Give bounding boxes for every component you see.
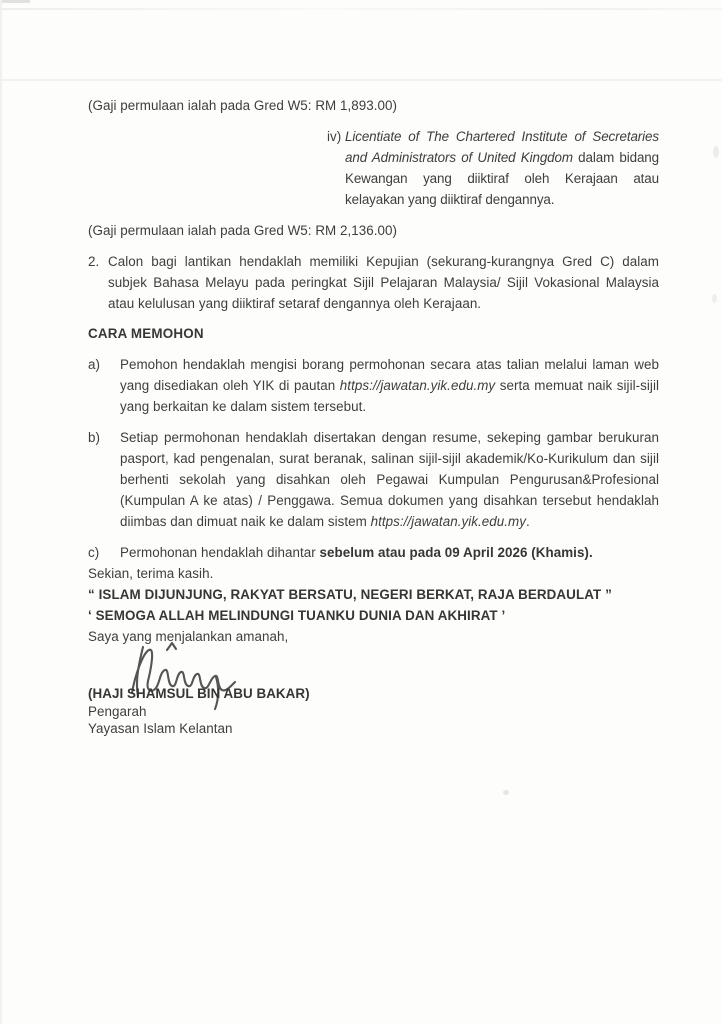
signature-caret-stroke	[167, 643, 176, 650]
qualification-continuation: dalam bidang Kewangan yang diiktiraf oleh Kerajaan atau kelayakan yang diiktiraf dengannya.	[345, 150, 659, 207]
item-a-text-after: serta memuat naik sijil-sijil yang berkaitan ke dalam sistem tersebut.	[120, 378, 659, 414]
list-marker-iv: iv)	[327, 129, 342, 144]
salary-note-1: (Gaji permulaan ialah pada Gred W5: RM 1,893.00)	[88, 98, 398, 113]
scan-artifact-line-band	[0, 79, 722, 81]
list-item-a	[88, 354, 659, 417]
sign-off-line: Saya yang menjalankan amanah,	[88, 629, 289, 644]
list-item-b-text	[120, 427, 659, 532]
letter-body	[88, 95, 659, 738]
scan-artifact-speck	[712, 294, 717, 303]
list-item-c	[88, 542, 659, 563]
application-url: https://jawatan.yik.edu.my	[370, 514, 526, 529]
list-marker-2: 2.	[88, 254, 100, 269]
scan-artifact-corner-smudge	[0, 0, 30, 3]
deadline-text: sebelum atau pada 09 April 2026 (Khamis).	[319, 545, 593, 560]
closing-salutation: Sekian, terima kasih.	[88, 566, 214, 581]
item-c-text-before: Permohonan hendaklah dihantar	[120, 545, 320, 560]
signatory-name: (HAJI SHAMSUL BIN ABU BAKAR)	[88, 686, 310, 701]
list-item-c-text	[120, 542, 659, 563]
list-item-iv-text	[345, 126, 659, 210]
scan-edge-shadow	[0, 0, 2, 1024]
scan-artifact-speck	[713, 146, 719, 158]
list-marker-a: a)	[88, 357, 101, 372]
list-item-2-text: Calon bagi lantikan hendaklah memiliki Kepujian (sekurang-kurangnya Gred C) dalam subjek Bahasa Melayu pada peringkat Sijil Pelajaran Malaysia/ Sijil Vokasional Malaysia atau kelulusan yang diiktiraf setaraf dengannya oleh Kerajaan.	[108, 254, 659, 311]
scan-artifact-speck	[503, 790, 509, 795]
item-b-text-after: .	[525, 514, 530, 529]
item-b-text-before: Setiap permohonan hendaklah disertakan dengan resume, sekeping gambar berukuran pasport, kad pengenalan, surat beranak, salinan sijil-sijil akademik/Ko-Kurikulum dan sijil berhenti sekolah yang disahkan oleh Pegawai Kumpulan Pengurusan&Profesional (Kumpulan A ke atas) / Penggawa. Semua dokumen yang disahkan tersebut hendaklah diimbas dan dimuat naik ke dalam sistem	[120, 430, 659, 529]
section-heading: CARA MEMOHON	[88, 326, 204, 341]
signatory-title: Pengarah	[88, 703, 147, 719]
list-item-2	[88, 251, 659, 314]
signature-area	[88, 649, 659, 685]
qualification-name: Licentiate of The Chartered Institute of Secretaries and Administrators of United Kingdom	[345, 129, 659, 165]
list-item-a-text	[120, 354, 659, 417]
list-marker-c: c)	[88, 545, 100, 560]
salary-note-2: (Gaji permulaan ialah pada Gred W5: RM 2,136.00)	[88, 223, 398, 238]
list-item-iv	[327, 126, 659, 210]
list-marker-b: b)	[88, 430, 101, 445]
slogan-line-2: ‘ SEMOGA ALLAH MELINDUNGI TUANKU DUNIA DAN AKHIRAT ’	[88, 608, 506, 623]
signatory-organization: Yayasan Islam Kelantan	[88, 721, 233, 736]
list-item-b	[88, 427, 659, 532]
application-url: https://jawatan.yik.edu.my	[339, 378, 496, 393]
slogan-line-1: “ ISLAM DIJUNJUNG, RAKYAT BERSATU, NEGERI BERKAT, RAJA BERDAULAT ”	[88, 587, 612, 602]
scan-artifact-line-top	[0, 8, 722, 10]
item-a-text-before: Pemohon hendaklah mengisi borang permohonan secara atas talian melalui laman web yang disediakan oleh YIK di pautan	[120, 357, 659, 393]
